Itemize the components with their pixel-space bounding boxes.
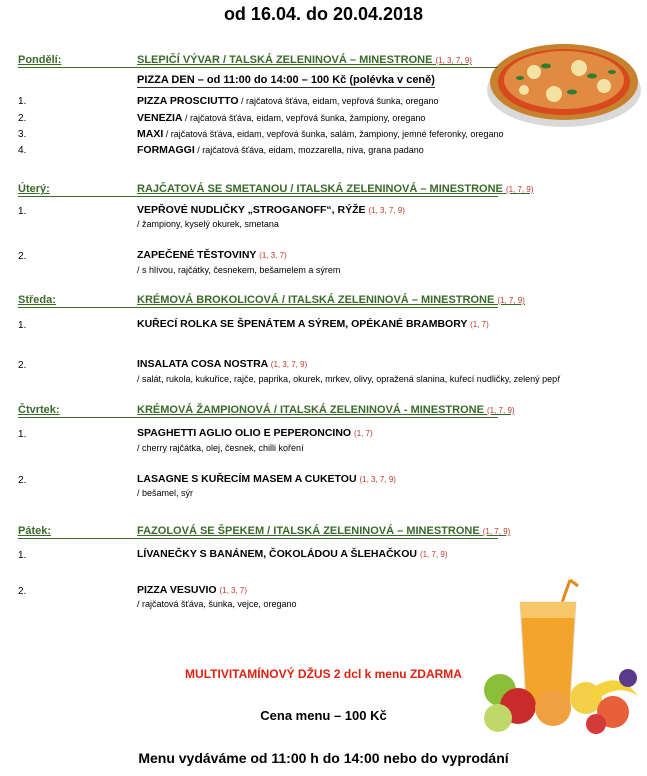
menu-date-range: od 16.04. do 20.04.2018 [223, 4, 424, 24]
soup-thursday: KRÉMOVÁ ŽAMPIONOVÁ / ITALSKÁ ZELENINOVÁ - MINESTRONE (1, 7, 9) [137, 404, 515, 416]
item-number: 1. [18, 429, 27, 440]
soup-wednesday: KRÉMOVÁ BROKOLICOVÁ / ITALSKÁ ZELENINOVÁ – MINESTRONE (1, 7, 9) [137, 294, 525, 306]
soup-monday: SLEPIČÍ VÝVAR / TALSKÁ ZELENINOVÁ – MINESTRONE (1, 3, 7, 9) [137, 54, 472, 66]
item-number: 3. [18, 129, 27, 140]
item-number: 1. [18, 550, 27, 561]
item-description: / žampiony, kyselý okurek, smetana [137, 219, 279, 229]
item-number: 1. [18, 96, 27, 107]
menu-price: Cena menu – 100 Kč [260, 708, 387, 723]
pizza-day-banner: PIZZA DEN – od 11:00 do 14:00 – 100 Kč (polévka v ceně) [137, 74, 435, 86]
divider [18, 196, 498, 197]
menu-item: LÍVANEČKY S BANÁNEM, ČOKOLÁDOU A ŠLEHAČKOU (1, 7, 9) [137, 548, 448, 560]
menu-item: INSALATA COSA NOSTRA (1, 3, 7, 9) [137, 358, 308, 370]
item-description: / rajčatová šťáva, šunka, vejce, oregano [137, 599, 297, 609]
menu-item: LASAGNE S KUŘECÍM MASEM A CUKETOU (1, 3, 7, 9) [137, 473, 396, 485]
day-label-thursday: Čtvrtek: [18, 404, 60, 416]
divider [18, 307, 498, 308]
item-number: 1. [18, 206, 27, 217]
menu-item: ZAPEČENÉ TĚSTOVINY (1, 3, 7) [137, 249, 287, 261]
item-number: 2. [18, 251, 27, 262]
soup-tuesday: RAJČATOVÁ SE SMETANOU / ITALSKÁ ZELENINOVÁ – MINESTRONE (1, 7, 9) [137, 183, 534, 195]
item-description: / s hlívou, rajčátky, česnekem, bešamelem a sýrem [137, 265, 341, 275]
menu-item: MAXI / rajčatová šťáva, eidam, vepřová šunka, salám, žampiony, jemné feferonky, oregano [137, 128, 504, 140]
item-number: 2. [18, 113, 27, 124]
menu-item: VEPŘOVÉ NUDLIČKY „STROGANOFF“, RÝŽE (1, 3, 7, 9) [137, 204, 405, 216]
menu-item: KUŘECÍ ROLKA SE ŠPENÁTEM A SÝREM, OPÉKANÉ BRAMBORY (1, 7) [137, 318, 489, 330]
item-number: 2. [18, 475, 27, 486]
divider [18, 67, 498, 68]
serving-hours: Menu vydáváme od 11:00 h do 14:00 nebo do vyprodání [138, 750, 509, 766]
day-label-wednesday: Středa: [18, 294, 56, 306]
menu-item: VENEZIA / rajčatová šťáva, eidam, vepřová šunka, žampiony, oregano [137, 112, 426, 124]
soup-friday: FAZOLOVÁ SE ŠPEKEM / ITALSKÁ ZELENINOVÁ – MINESTRONE (1, 7, 9) [137, 525, 511, 537]
menu-item: SPAGHETTI AGLIO OLIO E PEPERONCINO (1, 7) [137, 427, 373, 439]
item-description: / salát, rukola, kukuřice, rajče, paprika, okurek, mrkev, olivy, opražená slanina, kuřecí nudličky, zelený pepř [137, 374, 561, 384]
day-label-friday: Pátek: [18, 525, 52, 537]
item-number: 2. [18, 586, 27, 597]
item-number: 4. [18, 145, 27, 156]
divider [18, 538, 498, 539]
menu-item: PIZZA VESUVIO (1, 3, 7) [137, 584, 248, 596]
pizza-image [484, 28, 644, 128]
divider [18, 417, 498, 418]
day-label-tuesday: Úterý: [18, 183, 50, 195]
item-description: / cherry rajčátka, olej, česnek, chilli koření [137, 443, 304, 453]
menu-item: FORMAGGI / rajčatová šťáva, eidam, mozzarella, niva, grana padano [137, 144, 424, 156]
item-number: 2. [18, 360, 27, 371]
item-description: / bešamel, sýr [137, 488, 194, 498]
day-label-monday: Pondělí: [18, 54, 62, 66]
promo-banner: MULTIVITAMÍNOVÝ DŽUS 2 dcl k menu ZDARMA [185, 667, 462, 681]
item-number: 1. [18, 320, 27, 331]
menu-item: PIZZA PROSCIUTTO / rajčatová šťáva, eidam, vepřová šunka, oregano [137, 95, 439, 107]
